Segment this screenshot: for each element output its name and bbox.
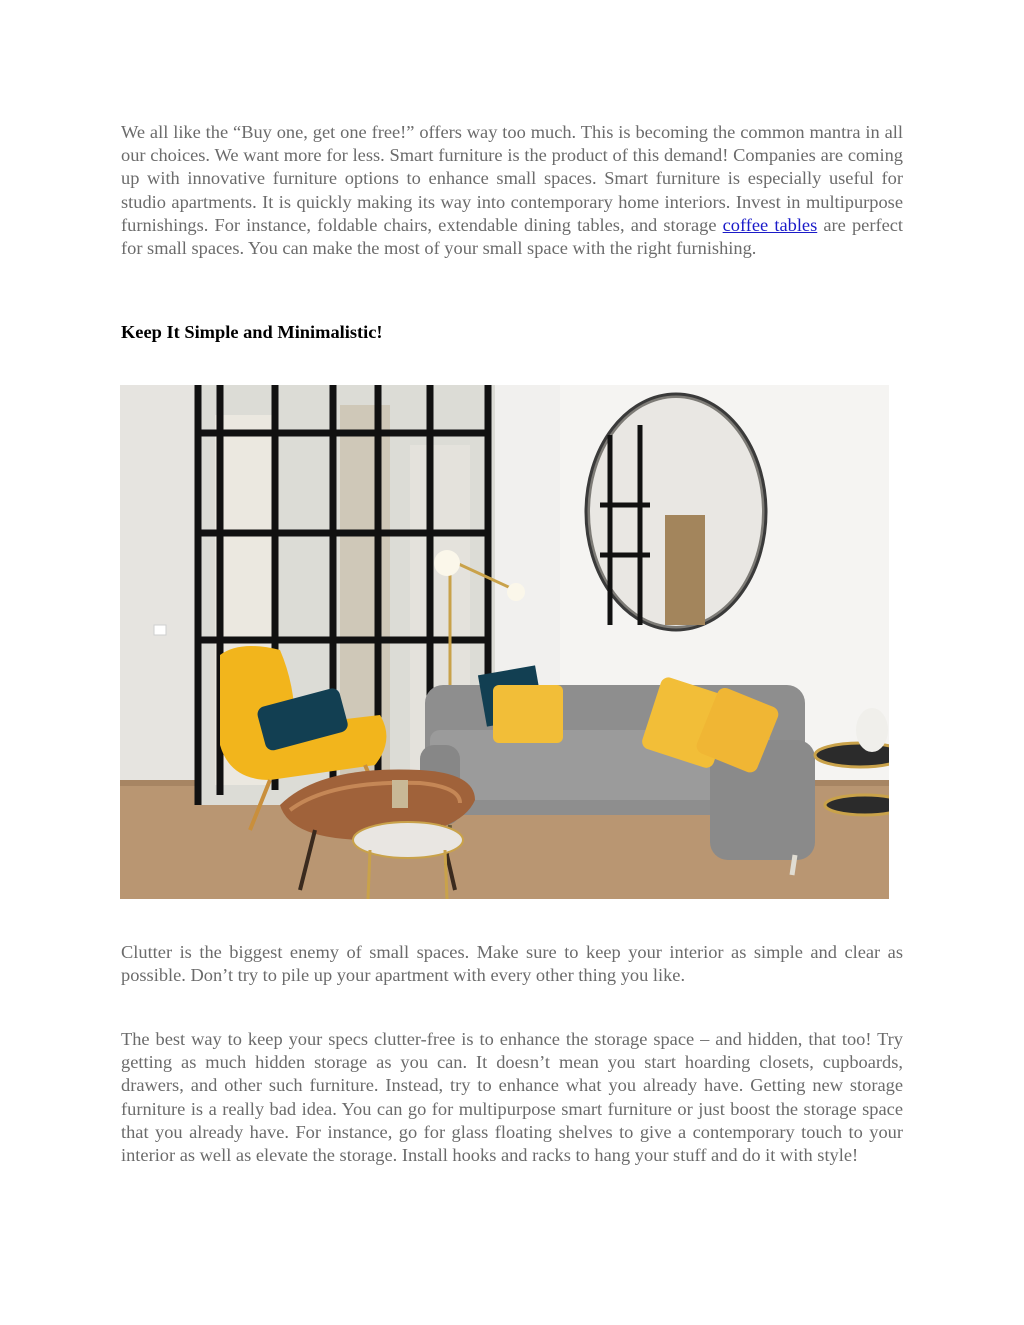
clutter-paragraph: Clutter is the biggest enemy of small spaces. Make sure to keep your interior as simple and clear as possible. Don’t try to pile up your apartment with every other thing you like. [121, 942, 903, 986]
section-heading: Keep It Simple and Minimalistic! [121, 322, 383, 342]
coffee-tables-link[interactable]: coffee tables [722, 214, 818, 235]
living-room-photo [120, 385, 889, 899]
intro-text-end: are perfect for small spaces. You can make the most of your small space with the right furnishing. [121, 214, 903, 259]
intro-paragraph [121, 121, 903, 260]
intro-text-start: We all like the “Buy one, get one free!” offers way too much. This is becoming the common mantra in all our choices. We want more for less. Smart furniture is the product of this demand! Companies are coming up with innovative furniture options to enhance small spaces. Smart furniture is especially useful for studio apartments. It is quickly making its way into contemporary home interiors. Invest in multipurpose furnishings. For instance, foldable chairs, extendable dining tables, and storage [121, 122, 903, 235]
storage-paragraph: The best way to keep your specs clutter-free is to enhance the storage space – and hidden, that too! Try getting as much hidden storage as you can. It doesn’t mean you start hoarding closets, cupboards, drawers, and other such furniture. Instead, try to enhance what you already have. Getting new storage furniture is a really bad idea. You can go for multipurpose smart furniture or just boost the storage space that you already have. For instance, go for glass floating shelves to give a contemporary touch to your interior as well as elevate the storage. Install hooks and racks to hang your stuff and do it with style! [121, 1029, 903, 1166]
